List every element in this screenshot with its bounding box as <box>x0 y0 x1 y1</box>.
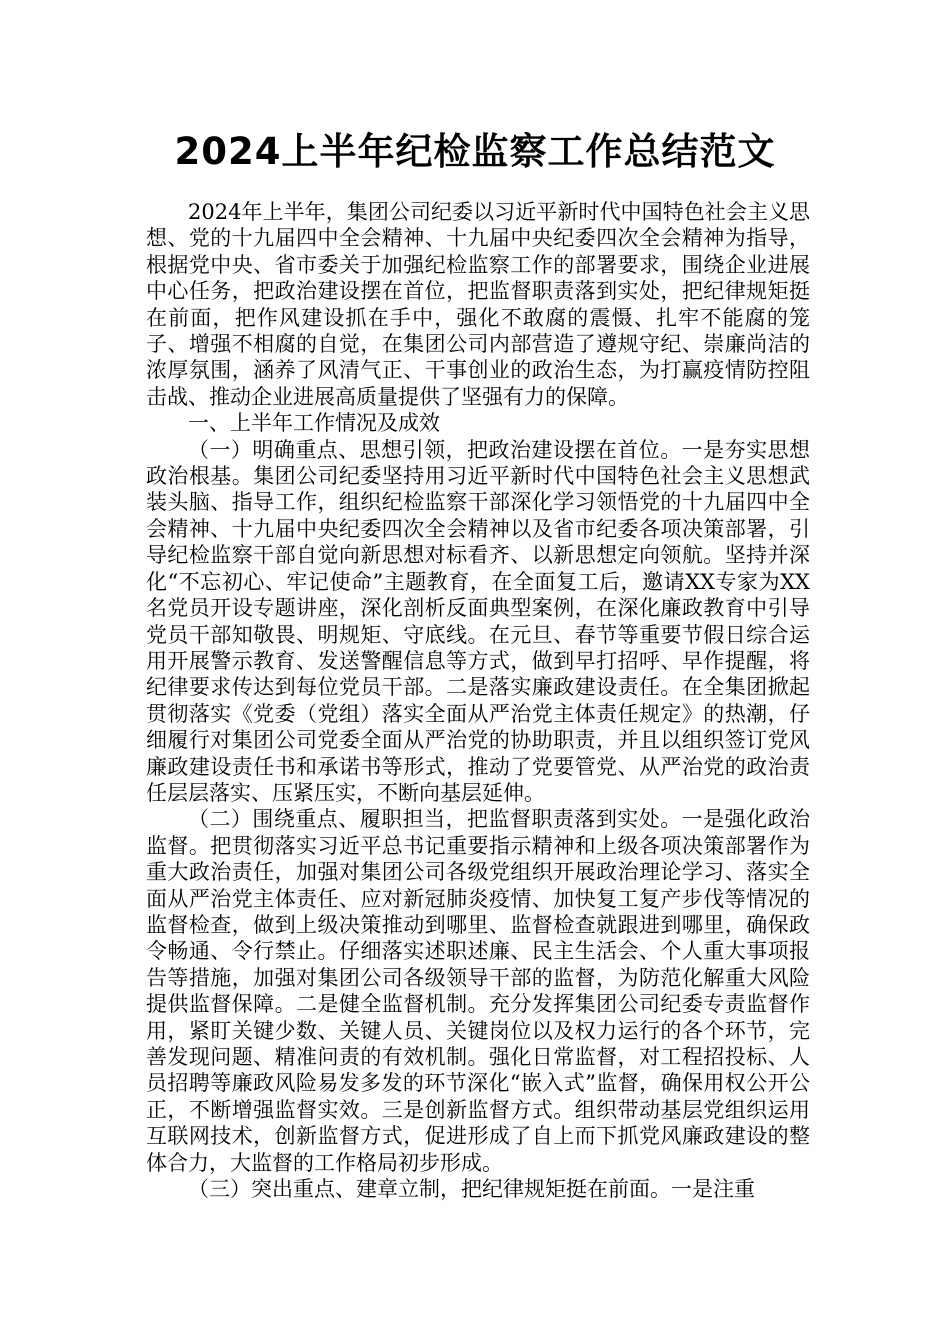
paragraph-discipline: （三）突出重点、建章立制，把纪律规矩挺在前面。一是注重 <box>188 1177 755 1202</box>
paragraph-political-building: （一）明确重点、思想引领，把政治建设摆在首位。一是夯实思想政治根基。集团公司纪委坚持用习近平新时代中国特色社会主义思想武装头脑、指导工作，组织纪检监察干部深化学习领悟党的十九届四中全会精神、十九届中央纪委四次全会精神以及省市纪委各项决策部署，引导纪检监察干部自觉向新思想对标看齐、以新思想定向领航。坚持并深化“不忘初心、牢记使命”主题教育，在全面复工后，邀请XX专家为XX名党员开设专题讲座，深化剖析反面典型案例，在深化廉政教育中引导党员干部知敬畏、明规矩、守底线。在元旦、春节等重要节假日综合运用开展警示教育、发送警醒信息等方式，做到早打招呼、早作提醒，将纪律要求传达到每位党员干部。二是落实廉政建设责任。在全集团掀起贯彻落实《党委（党组）落实全面从严治党主体责任规定》的热潮，仔细履行对集团公司党委全面从严治党的协助职责，并且以组织签订党风廉政建设责任书和承诺书等形式，推动了党要管党、从严治党的政治责任层层落实、压紧压实，不断向基层延伸。 <box>146 437 810 805</box>
document-body <box>146 199 810 1202</box>
section-heading: 一、上半年工作情况及成效 <box>188 411 440 436</box>
paragraph-intro: 2024年上半年，集团公司纪委以习近平新时代中国特色社会主义思想、党的十九届四中全会精神、十九届中央纪委四次全会精神为指导，根据党中央、省市委关于加强纪检监察工作的部署要求，围绕企业进展中心任务，把政治建设摆在首位，把监督职责落到实处，把纪律规矩挺在前面，把作风建设抓在手中，强化不敢腐的震慑、扎牢不能腐的笼子、增强不相腐的自觉，在集团公司内部营造了遵规守纪、崇廉尚洁的浓厚氛围，涵养了风清气正、干事创业的政治生态，为打赢疫情防控阻击战、推动企业进展高质量提供了坚强有力的保障。 <box>146 200 810 409</box>
paragraph-supervision: （二）围绕重点、履职担当，把监督职责落到实处。一是强化政治监督。把贯彻落实习近平总书记重要指示精神和上级各项决策部署作为重大政治责任，加强对集团公司各级党组织开展政治理论学习、落实全面从严治党主体责任、应对新冠肺炎疫情、加快复工复产步伐等情况的监督检查，做到上级决策推动到哪里、监督检查就跟进到哪里，确保政令畅通、令行禁止。仔细落实述职述廉、民主生活会、个人重大事项报告等措施，加强对集团公司各级领导干部的监督，为防范化解重大风险提供监督保障。二是健全监督机制。充分发挥集团公司纪委专责监督作用，紧盯关键少数、关键人员、关键岗位以及权力运行的各个环节，完善发现问题、精准问责的有效机制。强化日常监督，对工程招投标、人员招聘等廉政风险易发多发的环节深化“嵌入式”监督，确保用权公开公正，不断增强监督实效。三是创新监督方式。组织带动基层党组织运用互联网技术，创新监督方式，促进形成了自上而下抓党风廉政建设的整体合力，大监督的工作格局初步形成。 <box>146 807 810 1175</box>
document-title: 2024上半年纪检监察工作总结范文 <box>174 130 776 173</box>
